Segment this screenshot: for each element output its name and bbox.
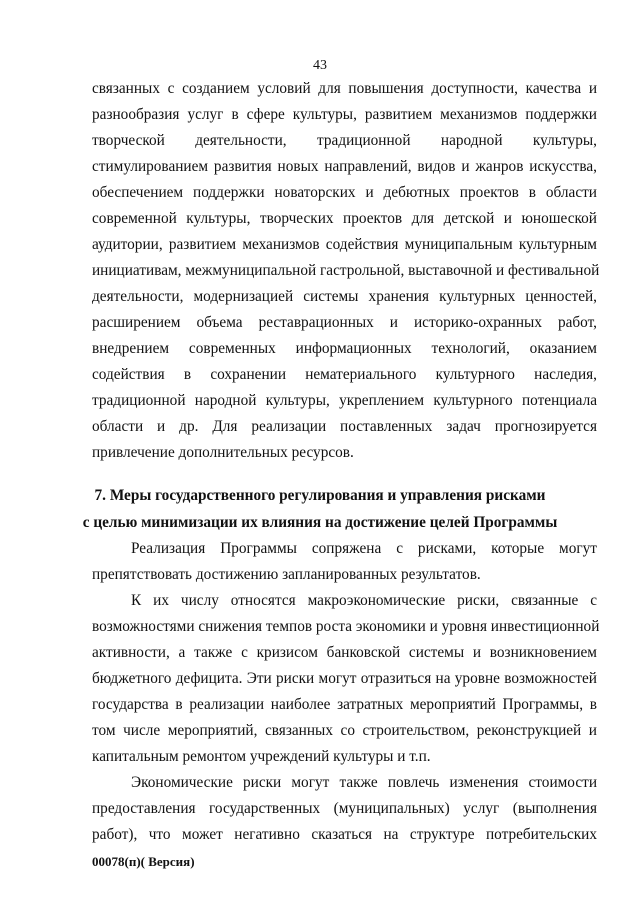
paragraph-line: разнообразия услуг в сфере культуры, развитием механизмов поддержки <box>92 106 597 123</box>
paragraph-line: государства в реализации наиболее затратных мероприятий Программы, в <box>92 696 597 713</box>
paragraph-line: инициативам, межмуниципальной гастрольной, выставочной и фестивальной <box>92 262 600 279</box>
section-heading: с целью минимизации их влияния на достижение целей Программы <box>82 514 558 531</box>
paragraph-line: работ), что может негативно сказаться на структуре потребительских <box>92 826 597 843</box>
section-heading: 7. Меры государственного регулирования и управления рисками <box>94 487 546 504</box>
paragraph-line: привлечение дополнительных ресурсов. <box>92 444 354 461</box>
paragraph-line: деятельности, модернизацией системы хранения культурных ценностей, <box>92 288 597 305</box>
paragraph-line: препятствовать достижению запланированных результатов. <box>92 566 481 583</box>
paragraph-line: современной культуры, творческих проектов для детской и юношеской <box>92 210 597 227</box>
paragraph-line: предоставления государственных (муниципальных) услуг (выполнения <box>92 800 597 817</box>
paragraph-line: Экономические риски могут также повлечь изменения стоимости <box>131 774 597 791</box>
paragraph-line: обеспечением поддержки новаторских и дебютных проектов в области <box>92 184 597 201</box>
paragraph-line: области и др. Для реализации поставленных задач прогнозируется <box>92 418 597 435</box>
paragraph-line: творческой деятельности, традиционной народной культуры, <box>92 132 597 149</box>
paragraph-line: аудитории, развитием механизмов содействия муниципальным культурным <box>92 236 597 253</box>
paragraph-line: стимулированием развития новых направлений, видов и жанров искусства, <box>92 158 597 175</box>
paragraph-line: бюджетного дефицита. Эти риски могут отразиться на уровне возможностей <box>92 670 597 687</box>
page-number: 43 <box>313 58 327 73</box>
paragraph-line: капитальным ремонтом учреждений культуры и т.п. <box>92 748 431 765</box>
paragraph-line: расширением объема реставрационных и историко-охранных работ, <box>92 314 597 331</box>
paragraph-line: Реализация Программы сопряжена с рисками, которые могут <box>131 540 597 557</box>
paragraph-line: связанных с созданием условий для повышения доступности, качества и <box>92 80 597 97</box>
paragraph-line: том числе мероприятий, связанных со строительством, реконструкцией и <box>92 722 597 739</box>
paragraph-line: традиционной народной культуры, укреплением культурного потенциала <box>92 392 597 409</box>
paragraph-line: содействия в сохранении нематериального культурного наследия, <box>92 366 597 383</box>
paragraph-line: К их числу относятся макроэкономические риски, связанные с <box>131 592 597 609</box>
paragraph-line: активности, а также с кризисом банковской системы и возникновением <box>92 644 597 661</box>
paragraph-line: возможностями снижения темпов роста экономики и уровня инвестиционной <box>92 618 600 635</box>
document-footer: 00078(п)( Версия) <box>92 854 195 869</box>
paragraph-line: внедрением современных информационных технологий, оказанием <box>92 340 597 357</box>
